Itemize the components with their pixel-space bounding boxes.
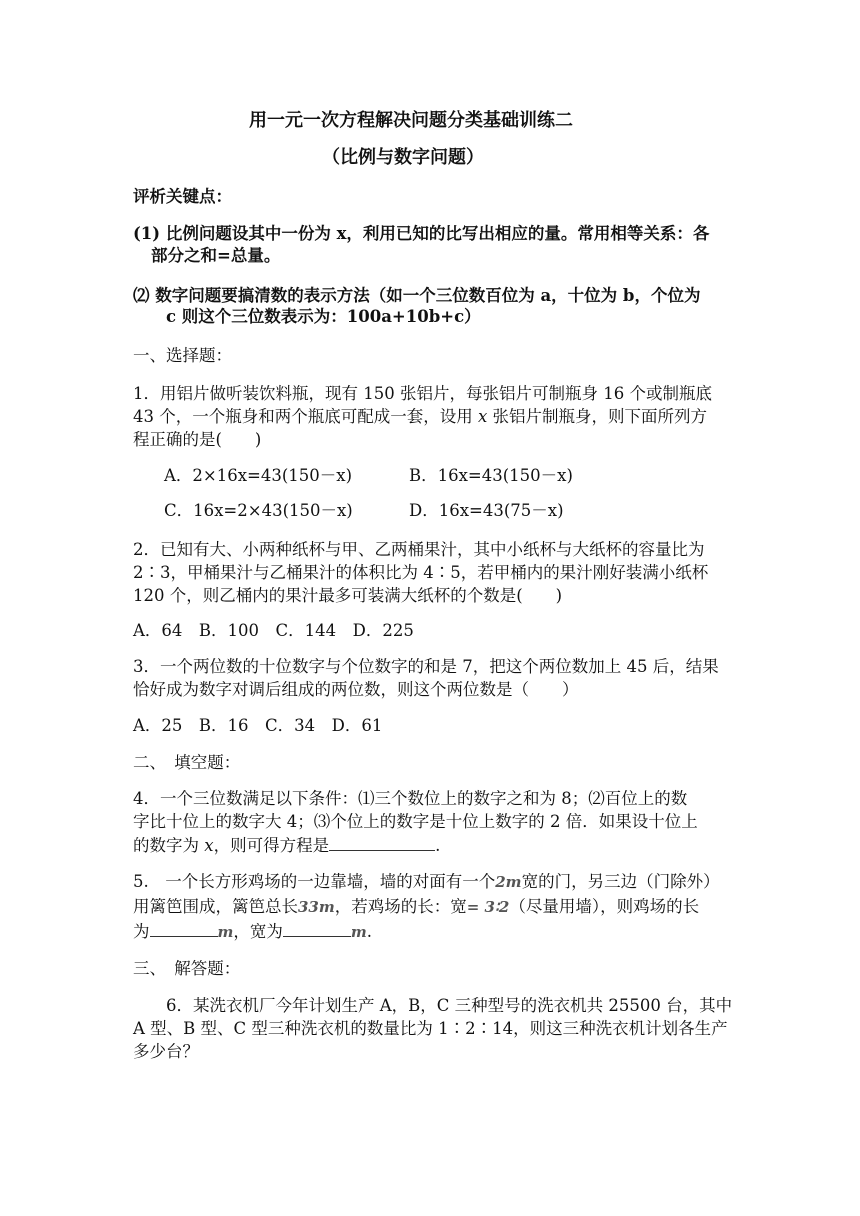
key-point-1-line-2: 部分之和=总量。 (151, 246, 281, 265)
q1-line-3: 程正确的是( ) (133, 430, 262, 449)
q4-line-2: 字比十位上的数字大 4；⑶个位上的数字是十位上数字的 2 倍．如果设十位上 (133, 812, 698, 831)
q2-options: A．64 B．100 C．144 D．225 (133, 621, 414, 640)
q4-answer-blank (329, 834, 435, 851)
section-choice-heading: 一、选择题： (133, 346, 232, 365)
key-points-heading: 评析关键点： (133, 187, 232, 206)
q1-option-b: B．16x=43(150－x) (409, 466, 573, 485)
q1-option-a: A．2×16x=43(150－x) (164, 466, 353, 485)
section-fill-heading: 二、 填空题： (133, 753, 241, 772)
q2-line-3: 120 个，则乙桶内的果汁最多可装满大纸杯的个数是( ) (133, 586, 563, 605)
formula-33m: 33m (298, 898, 335, 916)
page-subtitle: （比例与数字问题） (322, 147, 484, 168)
q1-option-d: D．16x=43(75－x) (409, 501, 564, 520)
key-point-2-line-2: c 则这个三位数表示为：100a+10b+c） (166, 307, 481, 326)
q2-line-1: 2．已知有大、小两种纸杯与甲、乙两桶果汁，其中小纸杯与大纸杯的容量比为 (133, 540, 705, 559)
formula-ratio: = 3∶2 (466, 898, 510, 916)
q4-line-1: 4．一个三位数满足以下条件：⑴三个数位上的数字之和为 8；⑵百位上的数 (133, 789, 688, 808)
q6-line-3: 多少台？ (133, 1042, 199, 1061)
q6-line-1: 6．某洗衣机厂今年计划生产 A，B，C 三种型号的洗衣机共 25500 台，其中 (166, 996, 733, 1015)
q4-line-3: 的数字为 x，则可得方程是 . (133, 836, 441, 855)
key-point-1-line-1: (1) 比例问题设其中一份为 x，利用已知的比写出相应的量。常用相等关系：各 (133, 224, 710, 243)
q3-line-1: 3．一个两位数的十位数字与个位数字的和是 7，把这个两位数加上 45 后，结果 (133, 657, 719, 676)
q1-line-1: 1．用铝片做听装饮料瓶，现有 150 张铝片，每张铝片可制瓶身 16 个或制瓶底 (133, 384, 712, 403)
q5-line-2: 用篱笆围成，篱笆总长33m，若鸡场的长：宽= 3∶2（尽量用墙），则鸡场的长 (133, 897, 700, 916)
section-answer-heading: 三、 解答题： (133, 959, 241, 978)
q5-line-1: 5. 一个长方形鸡场的一边靠墙，墙的对面有一个2m宽的门，另三边（门除外） (133, 872, 720, 891)
q5-length-blank (150, 920, 218, 937)
key-point-2-line-1: ⑵ 数字问题要搞清数的表示方法（如一个三位数百位为 a，十位为 b，个位为 (133, 286, 701, 305)
q5-line-3: 为 m，宽为 m. (133, 922, 372, 941)
page-title: 用一元一次方程解决问题分类基础训练二 (249, 110, 573, 131)
q6-line-2: A 型、B 型、C 型三种洗衣机的数量比为 1∶2∶14，则这三种洗衣机计划各生产 (133, 1019, 728, 1038)
formula-2m: 2m (495, 873, 522, 891)
q2-line-2: 2∶3，甲桶果汁与乙桶果汁的体积比为 4∶5，若甲桶内的果汁刚好装满小纸杯 (133, 563, 709, 582)
q3-line-2: 恰好成为数字对调后组成的两位数，则这个两位数是（ ） (133, 680, 579, 699)
q5-width-blank (283, 920, 351, 937)
q1-line-2: 43 个，一个瓶身和两个瓶底可配成一套，设用 x 张铝片制瓶身，则下面所列方 (133, 407, 708, 426)
q3-options: A．25 B．16 C．34 D．61 (133, 716, 383, 735)
q1-option-c: C．16x=2×43(150－x) (164, 501, 353, 520)
